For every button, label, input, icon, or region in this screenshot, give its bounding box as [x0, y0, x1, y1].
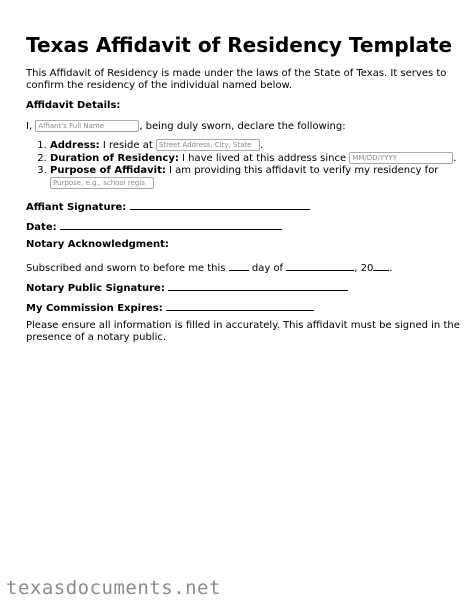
purpose-label: Purpose of Affidavit:	[50, 165, 166, 176]
commission-label: My Commission Expires:	[26, 303, 163, 314]
notary-heading: Notary Acknowledgment:	[26, 239, 169, 250]
residency-date-field[interactable]: MM/DD/YYYY	[349, 152, 453, 164]
day-blank[interactable]	[229, 260, 249, 271]
closing-line-2: presence of a notary public.	[26, 332, 167, 343]
subscribed-part-3: , 20	[354, 263, 374, 274]
list-item-duration	[50, 152, 457, 165]
site-watermark: texasdocuments.net	[6, 577, 221, 599]
declaration-line	[26, 120, 346, 133]
duration-label: Duration of Residency:	[50, 153, 179, 164]
subscribed-line	[26, 260, 393, 275]
closing-line-1: Please ensure all information is filled in accurately. This affidavit must be signed in the	[26, 320, 460, 331]
document-title: Texas Affidavit of Residency Template	[26, 33, 453, 57]
declaration-suffix: , being duly sworn, declare the following:	[139, 121, 346, 132]
notary-signature-line	[26, 280, 348, 295]
affidavit-items-list	[26, 139, 457, 190]
notary-signature-label: Notary Public Signature:	[26, 283, 165, 294]
subscribed-part-1: Subscribed and sworn to before me this	[26, 263, 229, 274]
date-blank[interactable]	[60, 219, 282, 230]
subscribed-part-4: .	[389, 263, 393, 274]
affiant-name-field[interactable]: Affiant's Full Name	[35, 120, 139, 132]
month-blank[interactable]	[286, 260, 354, 271]
affiant-signature-line	[26, 199, 310, 214]
duration-after: .	[453, 153, 457, 164]
address-label: Address:	[50, 140, 100, 151]
address-after: .	[259, 140, 264, 151]
date-line	[26, 219, 282, 234]
intro-line-2: confirm the residency of the individual named below.	[26, 80, 293, 91]
details-heading: Affidavit Details:	[26, 100, 121, 111]
date-label: Date:	[26, 222, 57, 233]
declaration-prefix: I,	[26, 121, 33, 132]
intro-line-1: This Affidavit of Residency is made under the laws of the State of Texas. It serves to	[26, 68, 447, 79]
address-text: I reside at	[99, 140, 156, 151]
duration-text: I have lived at this address since	[178, 153, 350, 164]
affiant-signature-label: Affiant Signature:	[26, 202, 127, 213]
list-item-address	[50, 139, 457, 152]
purpose-field[interactable]: Purpose, e.g., school regis	[50, 177, 154, 189]
list-item-purpose	[50, 165, 457, 190]
year-blank[interactable]	[373, 260, 389, 271]
notary-signature-blank[interactable]	[168, 280, 348, 291]
subscribed-part-2: day of	[248, 263, 287, 274]
affiant-signature-blank[interactable]	[130, 199, 310, 210]
street-address-field[interactable]: Street Address, City, State	[156, 139, 260, 151]
commission-blank[interactable]	[166, 300, 314, 311]
commission-line	[26, 300, 314, 315]
purpose-text: I am providing this affidavit to verify my residency for	[165, 165, 439, 176]
